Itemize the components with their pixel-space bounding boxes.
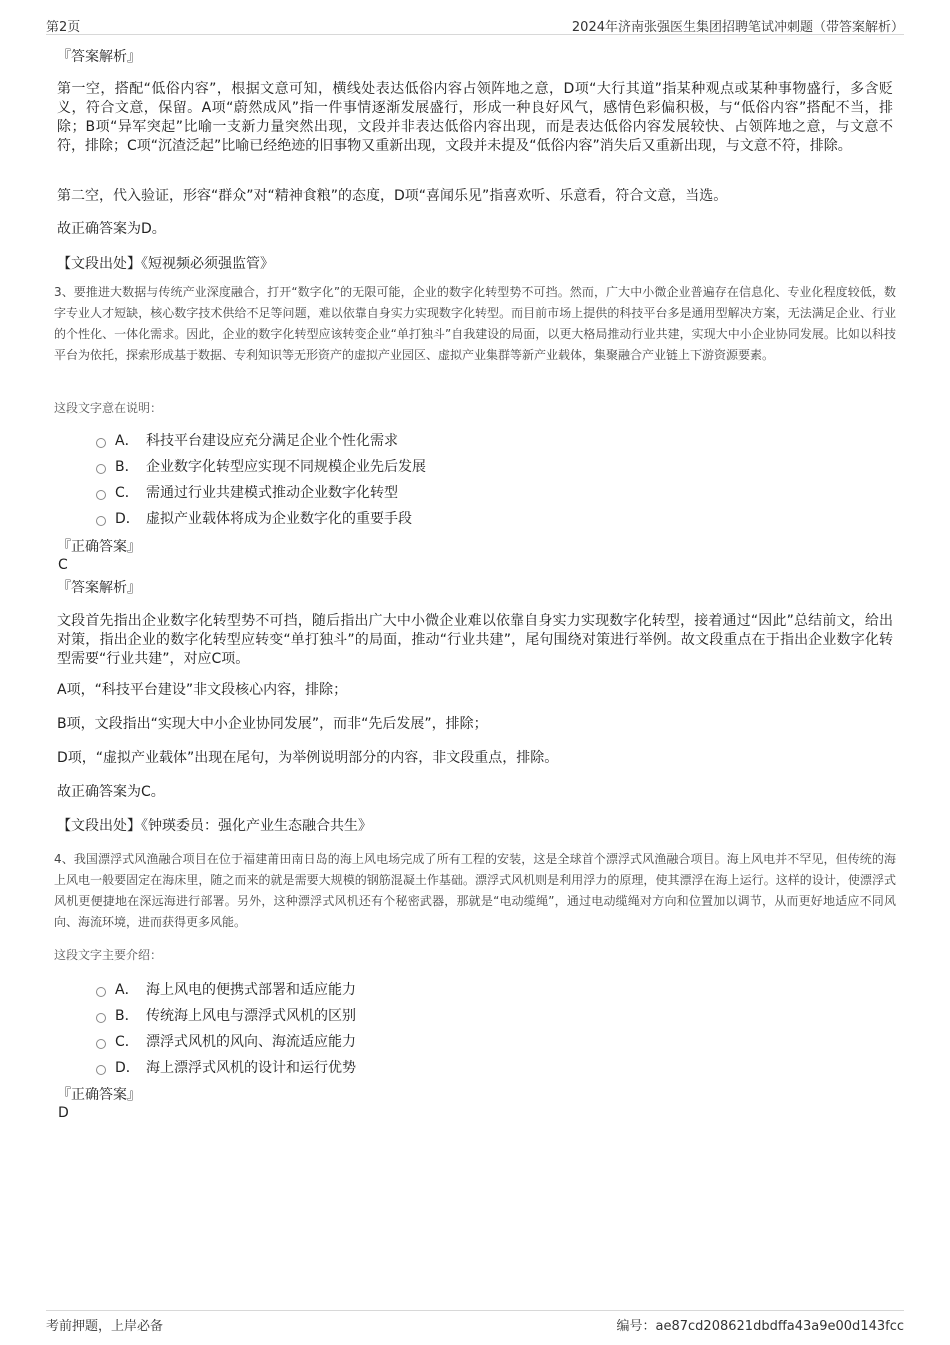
- option-letter: D．: [115, 511, 140, 527]
- q3-analysis-paragraph-1: 文段首先指出企业数字化转型势不可挡，随后指出广大中小微企业难以依靠自身实力实现数字化转型，接着通过“因此”总结前文，给出对策，指出企业的数字化转型应转变“单打独斗”的局面，推动“行业共建”，尾句围绕对策进行举例。故文段重点在于指出企业数字化转型需要“行业共建”，对应C项。: [57, 613, 893, 667]
- q3-analysis-paragraph-5: 故正确答案为C。: [57, 784, 165, 800]
- document-code-value: ae87cd208621dbdffa43a9e00d143fcc: [655, 1319, 904, 1334]
- footer-slogan: 考前押题，上岸必备: [46, 1319, 164, 1334]
- radio-icon[interactable]: [96, 516, 106, 526]
- q2-analysis-paragraph-2: 第二空，代入验证，形容“群众”对“精神食粮”的态度，D项“喜闻乐见”指喜欢听、乐意看，符合文意，当选。: [57, 188, 728, 204]
- option-letter: A．: [115, 982, 139, 998]
- q2-analysis-paragraph-1: 第一空，搭配“低俗内容”，根据文意可知，横线处表达低俗内容占领阵地之意，D项“大行其道”指某种观点或某种事物盛行，多含贬义，符合文意，保留。A项“蔚然成风”指一件事情逐渐发展盛行，形成一种良好风气，感情色彩偏积极，与“低俗内容”搭配不当，排除；B项“异军突起”比喻一支新力量突然出现，文段并非表达低俗内容出现，而是表达低俗内容发展较快、占领阵地之意，与文意不符，排除；C项“沉渣泛起”比喻已经绝迹的旧事物又重新出现，文段并未提及“低俗内容”消失后又重新出现，与文意不符，排除。: [57, 81, 893, 154]
- option-text: 需通过行业共建模式推动企业数字化转型: [146, 485, 398, 501]
- document-code: [617, 1315, 904, 1334]
- option-letter: B．: [115, 459, 139, 475]
- q2-analysis-label: 『答案解析』: [57, 49, 141, 65]
- option-letter: A．: [115, 433, 139, 449]
- q3-source: 【文段出处】《钟瑛委员：强化产业生态融合共生》: [57, 818, 372, 834]
- radio-icon[interactable]: [96, 1039, 106, 1049]
- q2-analysis-paragraph-3: 故正确答案为D。: [57, 221, 166, 237]
- q3-answer-label: 『正确答案』: [57, 539, 141, 555]
- q3-answer: C: [58, 557, 68, 573]
- option-text: 海上漂浮式风机的设计和运行优势: [146, 1060, 356, 1076]
- q3-analysis-label: 『答案解析』: [57, 580, 141, 596]
- q2-source: 【文段出处】《短视频必须强监管》: [57, 256, 274, 272]
- q3-option-d[interactable]: [96, 509, 412, 529]
- option-text: 企业数字化转型应实现不同规模企业先后发展: [146, 459, 426, 475]
- q4-prompt: 这段文字主要介绍：: [54, 948, 163, 962]
- radio-icon[interactable]: [96, 987, 106, 997]
- option-letter: B．: [115, 1008, 139, 1024]
- radio-icon[interactable]: [96, 1013, 106, 1023]
- radio-icon[interactable]: [96, 1065, 106, 1075]
- option-letter: C．: [115, 485, 139, 501]
- q3-option-b[interactable]: [96, 457, 426, 477]
- document-title: 2024年济南张强医生集团招聘笔试冲刺题（带答案解析）: [571, 20, 904, 35]
- q3-option-a[interactable]: [96, 431, 398, 451]
- radio-icon[interactable]: [96, 438, 106, 448]
- radio-icon[interactable]: [96, 490, 106, 500]
- option-text: 虚拟产业载体将成为企业数字化的重要手段: [146, 511, 412, 527]
- q4-option-b[interactable]: [96, 1006, 356, 1026]
- page-number: 第2页: [46, 20, 81, 35]
- q3-option-c[interactable]: [96, 483, 398, 503]
- option-text: 传统海上风电与漂浮式风机的区别: [146, 1008, 356, 1024]
- q3-analysis-paragraph-2: A项，“科技平台建设”非文段核心内容，排除；: [57, 682, 348, 698]
- option-text: 漂浮式风机的风向、海流适应能力: [146, 1034, 356, 1050]
- q4-answer: D: [58, 1105, 69, 1121]
- q4-answer-label: 『正确答案』: [57, 1087, 141, 1103]
- option-letter: C．: [115, 1034, 139, 1050]
- q3-stem: 3、要推进大数据与传统产业深度融合，打开“数字化”的无限可能，企业的数字化转型势不可挡。然而，广大中小微企业普遍存在信息化、专业化程度较低，数字专业人才短缺，核心数字技术供给不足等问题，难以依靠自身实力实现数字化转型。而目前市场上提供的科技平台多是通用型解决方案，无法满足企业、行业的个性化、一体化需求。因此，企业的数字化转型应该转变企业“单打独斗”自我建设的局面，以更大格局推动行业共建，实现大中小企业协同发展。比如以科技平台为依托，探索形成基于数据、专利知识等无形资产的虚拟产业园区、虚拟产业集群等新产业载体，集聚融合产业链上下游资源要素。: [54, 285, 896, 362]
- document-code-label: 编号：: [616, 1319, 656, 1334]
- q3-analysis-paragraph-3: B项，文段指出“实现大中小企业协同发展”，而非“先后发展”，排除；: [57, 716, 488, 732]
- q4-option-a[interactable]: [96, 980, 356, 1000]
- option-letter: D．: [115, 1060, 140, 1076]
- q4-stem: 4、我国漂浮式风渔融合项目在位于福建莆田南日岛的海上风电场完成了所有工程的安装，这是全球首个漂浮式风渔融合项目。海上风电并不罕见，但传统的海上风电一般要固定在海床里，随之而来的就是需要大规模的钢筋混凝土作基础。漂浮式风机则是利用浮力的原理，使其漂浮在海上运行。这样的设计，使漂浮式风机更便捷地在深远海进行部署。另外，这种漂浮式风机还有个秘密武器，那就是“电动缆绳”，通过电动缆绳对方向和位置加以调节，从而更好地适应不同风向、海流环境，进而获得更多风能。: [54, 852, 896, 929]
- page-footer: [46, 1310, 904, 1333]
- option-text: 海上风电的便携式部署和适应能力: [146, 982, 356, 998]
- radio-icon[interactable]: [96, 464, 106, 474]
- q4-option-c[interactable]: [96, 1032, 356, 1052]
- q3-prompt: 这段文字意在说明：: [54, 401, 163, 415]
- page-header: [46, 14, 904, 35]
- q4-option-d[interactable]: [96, 1058, 356, 1078]
- q3-analysis-paragraph-4: D项，“虚拟产业载体”出现在尾句，为举例说明部分的内容，非文段重点，排除。: [57, 750, 559, 766]
- option-text: 科技平台建设应充分满足企业个性化需求: [146, 433, 398, 449]
